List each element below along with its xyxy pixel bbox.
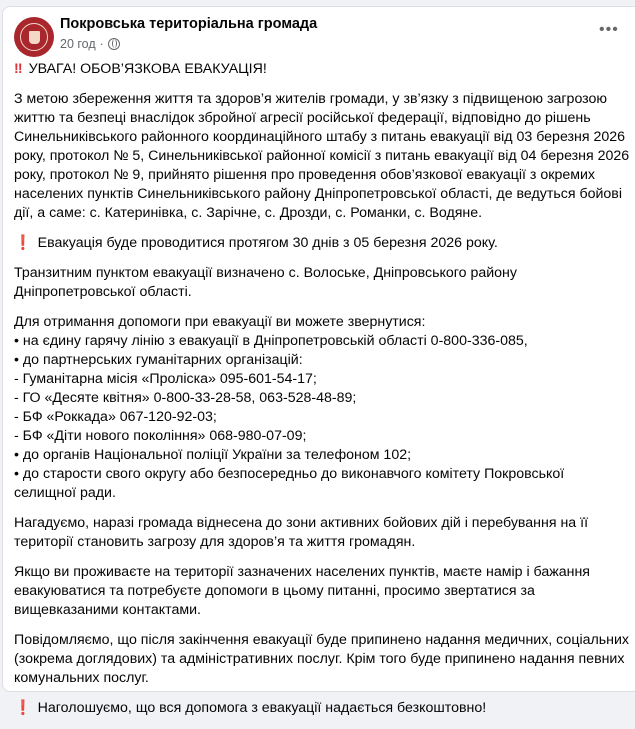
text-line <box>14 669 629 688</box>
line-text: Дніпропетровської області. <box>14 284 192 300</box>
line-text: території становить загрозу для здоров’я та життя громадян. <box>14 534 416 550</box>
headline <box>14 60 629 79</box>
author-name[interactable]: Покровська територіальна громада <box>60 16 318 32</box>
meta-separator: · <box>99 37 104 51</box>
line-text: року, протокол № 5, Синельниківської районної комісії з питань евакуації від 04 березня 2026 <box>14 148 630 164</box>
text-line <box>14 147 629 166</box>
line-text: Транзитним пунктом евакуації визначено с. Волоське, Дніпровського району <box>14 265 517 281</box>
line-text: Нагадуємо, наразі громада віднесена до зони активних бойових дій і перебування на її <box>14 515 589 531</box>
post-meta <box>60 37 120 51</box>
text-line <box>14 185 629 204</box>
line-text: - Гуманітарна місія «Проліска» 095-601-54-17; <box>14 371 317 387</box>
line-text: Якщо ви проживаєте на території зазначених населених пунктів, маєте намір і бажання <box>14 564 590 580</box>
post-paragraph <box>14 631 629 688</box>
text-line <box>14 389 629 408</box>
line-text: Евакуація буде проводитися протягом 30 днів з 05 березня 2026 року. <box>37 235 498 251</box>
line-text: • до органів Національної поліції України за телефоном 102; <box>14 447 412 463</box>
post-paragraph <box>14 563 629 620</box>
text-line <box>14 533 629 552</box>
post-paragraph <box>14 90 629 223</box>
post-paragraph <box>14 699 629 718</box>
text-line <box>14 264 629 283</box>
line-text: селищної ради. <box>14 485 116 501</box>
line-text: евакуюватися та потребуєте допомоги в цьому питанні, просимо звертатися за <box>14 583 535 599</box>
line-text: - БФ «Діти нового покоління» 068-980-07-09; <box>14 428 307 444</box>
exclamation-icon: ❗ <box>14 700 32 716</box>
text-line <box>14 166 629 185</box>
text-line <box>14 128 629 147</box>
post-paragraph <box>14 234 629 253</box>
post-card <box>2 6 635 716</box>
text-line <box>14 234 629 253</box>
line-text: Повідомляємо, що після закінчення евакуації буде припинено надання медичних, соціальних <box>14 632 630 648</box>
post-paragraph <box>14 264 629 302</box>
exclamation-icon: ❗ <box>14 235 32 251</box>
text-line <box>14 465 629 484</box>
text-line <box>14 351 629 370</box>
page-avatar[interactable] <box>14 17 54 57</box>
text-line <box>14 582 629 601</box>
text-line <box>14 699 629 718</box>
text-line <box>14 631 629 650</box>
line-text: дії, а саме: с. Катеринівка, с. Зарічне, с. Дрозди, с. Романки, с. Водяне. <box>14 205 483 221</box>
text-line <box>14 563 629 582</box>
line-text: Наголошуємо, що вся допомога з евакуації надається безкоштовно! <box>37 700 487 716</box>
line-text: вищевказаними контактами. <box>14 602 201 618</box>
text-line <box>14 332 629 351</box>
line-text: життю та безпеці внаслідок збройної агресії російської федерації, відповідно до рішень <box>14 110 591 126</box>
double-exclamation-icon: ‼ <box>14 61 23 77</box>
text-line <box>14 514 629 533</box>
line-text: Для отримання допомоги при евакуації ви можете звернутися: <box>14 314 426 330</box>
line-text: • на єдину гарячу лінію з евакуації в Дніпропетровській області 0-800-336-085, <box>14 333 528 349</box>
text-line <box>14 427 629 446</box>
text-line <box>14 484 629 503</box>
line-text: (зокрема доглядових) та адміністративних послуг. Крім того буде припинено надання певних <box>14 651 625 667</box>
line-text: року, протокол № 9, прийнято рішення про проведення обов’язкової евакуації з окремих <box>14 167 595 183</box>
text-line <box>14 283 629 302</box>
headline-text: УВАГА! ОБОВ’ЯЗКОВА ЕВАКУАЦІЯ! <box>28 61 267 77</box>
line-text: населених пунктів Синельниківського району Дніпропетровської області, де ведуться бойові <box>14 186 622 202</box>
line-text: комунальних послуг. <box>14 670 149 686</box>
text-line <box>14 109 629 128</box>
text-line <box>14 408 629 427</box>
post-time[interactable]: 20 год <box>60 37 96 51</box>
line-text: • до старости свого округу або безпосередньо до виконавчого комітету Покровської <box>14 466 565 482</box>
text-line <box>14 650 629 669</box>
post-body <box>14 60 629 729</box>
text-line <box>14 313 629 332</box>
line-text: З метою збереження життя та здоров’я жителів громади, у зв’язку з підвищеною загрозою <box>14 91 608 107</box>
post-paragraph <box>14 514 629 552</box>
globe-icon[interactable] <box>108 38 120 50</box>
post-paragraph <box>14 313 629 503</box>
more-options-button[interactable]: ••• <box>599 21 619 38</box>
text-line <box>14 370 629 389</box>
text-line <box>14 204 629 223</box>
line-text: • до партнерських гуманітарних організацій: <box>14 352 303 368</box>
text-line <box>14 90 629 109</box>
text-line <box>14 446 629 465</box>
text-line <box>14 601 629 620</box>
line-text: - БФ «Роккада» 067-120-92-03; <box>14 409 217 425</box>
coat-of-arms-icon <box>20 23 48 51</box>
line-text: Синельниківського районного координаційного штабу з питань евакуації від 03 березня 2026 <box>14 129 626 145</box>
line-text: - ГО «Десяте квітня» 0-800-33-28-58, 063-528-48-89; <box>14 390 357 406</box>
